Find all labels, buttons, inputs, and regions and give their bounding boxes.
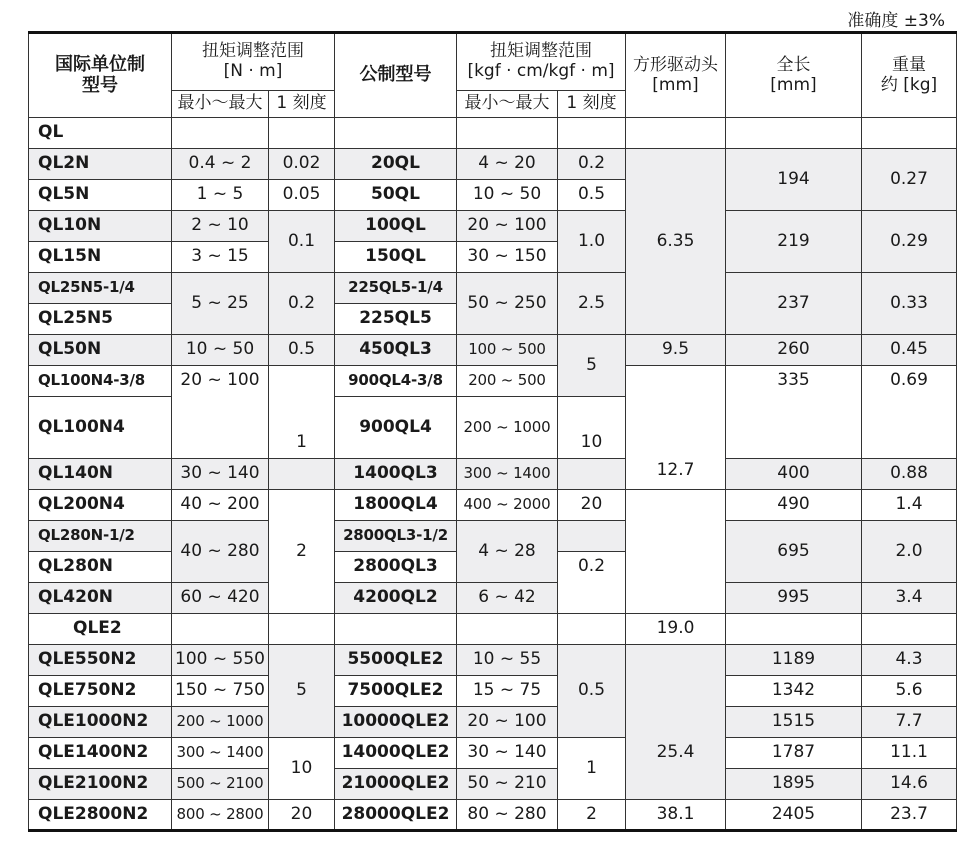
table-row xyxy=(29,459,957,490)
grad-metric-cell: 2 xyxy=(558,800,626,831)
grad-si-cell: 10 xyxy=(269,738,335,800)
model-si-cell: QL10N xyxy=(29,211,172,242)
range-metric-cell: 200 ~ 1000 xyxy=(457,397,558,459)
length-cell: 1189 xyxy=(726,645,862,676)
weight-cell: 4.3 xyxy=(862,645,957,676)
table-row xyxy=(29,800,957,831)
header-model-si: 国际单位制 型号 xyxy=(29,33,172,118)
weight-cell: 0.33 xyxy=(862,273,957,335)
model-metric-cell: 450QL3 xyxy=(335,335,457,366)
table-row xyxy=(29,738,957,769)
range-si-cell: 200 ~ 1000 xyxy=(172,707,269,738)
weight-cell: 23.7 xyxy=(862,800,957,831)
length-cell: 260 xyxy=(726,335,862,366)
range-si-cell: 800 ~ 2800 xyxy=(172,800,269,831)
range-metric-cell: 100 ~ 500 xyxy=(457,335,558,366)
length-cell: 995 xyxy=(726,583,862,614)
accuracy-note: 准确度 ±3% xyxy=(847,11,945,31)
range-si-cell: 300 ~ 1400 xyxy=(172,738,269,769)
table-row xyxy=(29,769,957,800)
header-model-metric: 公制型号 xyxy=(335,33,457,118)
range-metric-cell: 20 ~ 100 xyxy=(457,707,558,738)
grad-si-cell: 0.5 xyxy=(269,335,335,366)
square-drive-cell: 9.5 xyxy=(626,335,726,366)
range-si-cell: 10 ~ 50 xyxy=(172,335,269,366)
model-metric-cell: 21000QLE2 xyxy=(335,769,457,800)
model-metric-cell: 225QL5-1/4 xyxy=(335,273,457,304)
model-si-cell: QL100N4-3/8 xyxy=(29,366,172,397)
model-metric-cell: 28000QLE2 xyxy=(335,800,457,831)
model-si-cell: QL5N xyxy=(29,180,172,211)
weight-cell: 2.0 xyxy=(862,521,957,583)
length-cell: 237 xyxy=(726,273,862,335)
range-si-cell: 100 ~ 550 xyxy=(172,645,269,676)
table-row xyxy=(29,149,957,180)
range-metric-cell: 10 ~ 50 xyxy=(457,180,558,211)
range-metric-cell: 15 ~ 75 xyxy=(457,676,558,707)
range-si-cell: 30 ~ 140 xyxy=(172,459,269,490)
weight-cell: 0.88 xyxy=(862,459,957,490)
range-si-cell: 5 ~ 25 xyxy=(172,273,269,335)
range-metric-cell: 50 ~ 250 xyxy=(457,273,558,335)
group-label-qle2: QLE2 xyxy=(29,614,172,645)
model-metric-cell: 14000QLE2 xyxy=(335,738,457,769)
grad-metric-cell: 1 xyxy=(558,738,626,800)
range-metric-cell: 10 ~ 55 xyxy=(457,645,558,676)
range-metric-cell: 30 ~ 140 xyxy=(457,738,558,769)
model-metric-cell: 5500QLE2 xyxy=(335,645,457,676)
table-row xyxy=(29,676,957,707)
model-si-cell: QLE1400N2 xyxy=(29,738,172,769)
range-metric-cell: 300 ~ 1400 xyxy=(457,459,558,490)
model-metric-cell: 7500QLE2 xyxy=(335,676,457,707)
square-drive-cell: 19.0 xyxy=(626,614,726,645)
model-metric-cell: 225QL5 xyxy=(335,304,457,335)
range-si-cell: 3 ~ 15 xyxy=(172,242,269,273)
weight-cell: 0.29 xyxy=(862,211,957,273)
header-grad-metric: 1 刻度 xyxy=(558,91,626,118)
table-row xyxy=(29,211,957,242)
table-row xyxy=(29,645,957,676)
grad-si-cell: 0.05 xyxy=(269,180,335,211)
torque-wrench-spec-table xyxy=(28,31,957,832)
weight-cell: 0.69 xyxy=(862,366,957,459)
range-si-cell: 150 ~ 750 xyxy=(172,676,269,707)
grad-si-cell: 0.2 xyxy=(269,273,335,335)
spec-table-wrapper xyxy=(28,31,956,832)
range-metric-cell: 80 ~ 280 xyxy=(457,800,558,831)
model-si-cell: QLE750N2 xyxy=(29,676,172,707)
header-square-drive: 方形驱动头 [mm] xyxy=(626,33,726,118)
weight-cell: 0.45 xyxy=(862,335,957,366)
grad-si-cell: 2 xyxy=(269,490,335,614)
length-cell: 1895 xyxy=(726,769,862,800)
grad-metric-cell: 2.5 xyxy=(558,273,626,335)
range-si-cell: 2 ~ 10 xyxy=(172,211,269,242)
header-weight: 重量 约 [kg] xyxy=(862,33,957,118)
weight-cell: 7.7 xyxy=(862,707,957,738)
length-cell: 1787 xyxy=(726,738,862,769)
grad-si-cell: 20 xyxy=(269,800,335,831)
model-metric-cell: 4200QL2 xyxy=(335,583,457,614)
header-grad-si: 1 刻度 xyxy=(269,91,335,118)
length-cell: 490 xyxy=(726,490,862,521)
header-torque-metric: 扭矩调整范围 [kgf · cm/kgf · m] xyxy=(457,33,626,91)
model-si-cell: QLE2800N2 xyxy=(29,800,172,831)
range-metric-cell: 4 ~ 28 xyxy=(457,521,558,583)
range-si-cell: 40 ~ 280 xyxy=(172,521,269,583)
group-label-ql: QL xyxy=(29,118,172,149)
length-cell: 194 xyxy=(726,149,862,211)
length-cell: 1342 xyxy=(726,676,862,707)
model-metric-cell: 1800QL4 xyxy=(335,490,457,521)
grad-metric-cell: 0.2 xyxy=(558,552,626,614)
range-si-cell: 1 ~ 5 xyxy=(172,180,269,211)
grad-si-cell: 5 xyxy=(269,645,335,738)
grad-metric-cell: 10 xyxy=(558,397,626,459)
length-cell: 219 xyxy=(726,211,862,273)
range-si-cell: 20 ~ 100 xyxy=(172,366,269,459)
weight-cell: 3.4 xyxy=(862,583,957,614)
table-row xyxy=(29,366,957,397)
header-length: 全长 [mm] xyxy=(726,33,862,118)
range-metric-cell: 30 ~ 150 xyxy=(457,242,558,273)
model-metric-cell: 900QL4 xyxy=(335,397,457,459)
length-cell: 2405 xyxy=(726,800,862,831)
square-drive-cell: 12.7 xyxy=(626,366,726,490)
model-metric-cell: 2800QL3 xyxy=(335,552,457,583)
model-si-cell: QL280N xyxy=(29,552,172,583)
grad-metric-cell: 20 xyxy=(558,490,626,521)
range-metric-cell: 400 ~ 2000 xyxy=(457,490,558,521)
model-metric-cell: 900QL4-3/8 xyxy=(335,366,457,397)
length-cell: 1515 xyxy=(726,707,862,738)
model-si-cell: QL420N xyxy=(29,583,172,614)
length-cell: 695 xyxy=(726,521,862,583)
model-metric-cell: 1400QL3 xyxy=(335,459,457,490)
range-metric-cell: 200 ~ 500 xyxy=(457,366,558,397)
range-si-cell: 40 ~ 200 xyxy=(172,490,269,521)
range-si-cell: 60 ~ 420 xyxy=(172,583,269,614)
model-metric-cell: 2800QL3-1/2 xyxy=(335,521,457,552)
model-si-cell: QL15N xyxy=(29,242,172,273)
range-metric-cell: 4 ~ 20 xyxy=(457,149,558,180)
model-si-cell: QL50N xyxy=(29,335,172,366)
weight-cell: 14.6 xyxy=(862,769,957,800)
grad-metric-cell: 5 xyxy=(558,335,626,397)
table-row xyxy=(29,490,957,521)
header-torque-si: 扭矩调整范围 [N · m] xyxy=(172,33,335,91)
model-metric-cell: 50QL xyxy=(335,180,457,211)
length-cell: 400 xyxy=(726,459,862,490)
group-row-ql xyxy=(29,118,957,149)
model-si-cell: QL140N xyxy=(29,459,172,490)
square-drive-cell: 6.35 xyxy=(626,149,726,335)
range-si-cell: 500 ~ 2100 xyxy=(172,769,269,800)
grad-si-cell: 0.02 xyxy=(269,149,335,180)
model-metric-cell: 20QL xyxy=(335,149,457,180)
header-range-si: 最小～最大 xyxy=(172,91,269,118)
length-cell: 335 xyxy=(726,366,862,459)
grad-si-cell: 0.1 xyxy=(269,211,335,273)
model-si-cell: QLE2100N2 xyxy=(29,769,172,800)
model-si-cell: QL200N4 xyxy=(29,490,172,521)
model-si-cell: QL280N-1/2 xyxy=(29,521,172,552)
weight-cell: 11.1 xyxy=(862,738,957,769)
group-row-qle2 xyxy=(29,614,957,645)
grad-metric-cell: 0.2 xyxy=(558,149,626,180)
header-range-metric: 最小～最大 xyxy=(457,91,558,118)
model-si-cell: QL100N4 xyxy=(29,397,172,459)
table-row xyxy=(29,335,957,366)
grad-metric-cell: 0.5 xyxy=(558,180,626,211)
model-metric-cell: 100QL xyxy=(335,211,457,242)
table-row xyxy=(29,521,957,552)
grad-si-cell: 1 xyxy=(269,366,335,459)
square-drive-cell: 38.1 xyxy=(626,800,726,831)
weight-cell: 1.4 xyxy=(862,490,957,521)
grad-metric-cell: 0.5 xyxy=(558,645,626,738)
table-row xyxy=(29,707,957,738)
model-si-cell: QLE550N2 xyxy=(29,645,172,676)
model-si-cell: QL25N5 xyxy=(29,304,172,335)
range-si-cell: 0.4 ~ 2 xyxy=(172,149,269,180)
model-metric-cell: 10000QLE2 xyxy=(335,707,457,738)
range-metric-cell: 20 ~ 100 xyxy=(457,211,558,242)
range-metric-cell: 6 ~ 42 xyxy=(457,583,558,614)
model-si-cell: QL25N5-1/4 xyxy=(29,273,172,304)
table-row xyxy=(29,583,957,614)
table-row xyxy=(29,273,957,304)
weight-cell: 0.27 xyxy=(862,149,957,211)
grad-metric-cell: 1.0 xyxy=(558,211,626,273)
model-si-cell: QLE1000N2 xyxy=(29,707,172,738)
model-metric-cell: 150QL xyxy=(335,242,457,273)
range-metric-cell: 50 ~ 210 xyxy=(457,769,558,800)
square-drive-cell: 25.4 xyxy=(626,645,726,800)
model-si-cell: QL2N xyxy=(29,149,172,180)
weight-cell: 5.6 xyxy=(862,676,957,707)
